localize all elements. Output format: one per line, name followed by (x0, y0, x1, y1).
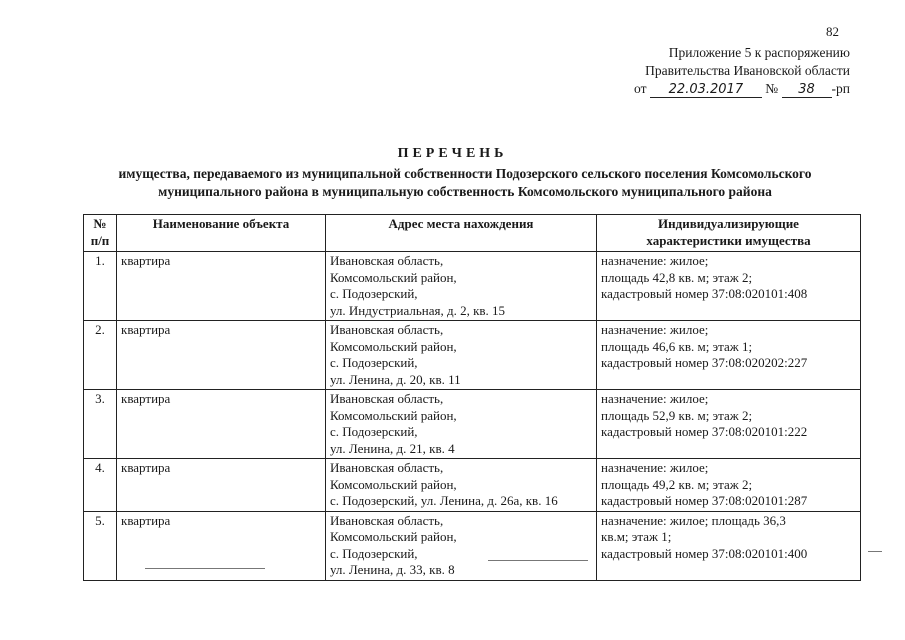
header-characteristics: Индивидуализирующие характеристики имущества (597, 215, 861, 252)
object-characteristics (597, 252, 861, 321)
characteristic-line: назначение: жилое; площадь 36,3 (601, 512, 786, 528)
object-characteristics (597, 321, 861, 390)
characteristic-line: кв.м; этаж 1; (601, 529, 672, 544)
table-row (84, 321, 861, 390)
object-characteristics (597, 390, 861, 459)
header-num: № п/п (84, 215, 117, 252)
address-line: ул. Индустриальная, д. 2, кв. 15 (330, 302, 506, 318)
stray-line (145, 568, 265, 569)
object-name: квартира (117, 511, 326, 580)
characteristic-line: назначение: жилое; (601, 253, 709, 268)
table-header-row (84, 215, 861, 252)
row-number: 1. (84, 252, 117, 321)
characteristic-line: назначение: жилое; (601, 460, 709, 475)
address-line: Ивановская область, (330, 253, 444, 268)
object-address (326, 390, 597, 459)
subtitle-line-2: муниципального района в муниципальную собственность Комсомольского муниципального района (158, 184, 772, 199)
characteristic-line: кадастровый номер 37:08:020202:227 (601, 355, 808, 370)
address-line: с. Подозерский, ул. Ленина, д. 26а, кв. 16 (330, 493, 558, 508)
address-line: Комсомольский район, (330, 407, 457, 423)
page-number: 82 (826, 24, 839, 39)
address-line: Ивановская область, (330, 460, 444, 475)
order-date: 22.03.2017 (650, 83, 762, 98)
appendix-header (634, 44, 850, 98)
from-label: от (634, 81, 647, 96)
row-number: 2. (84, 321, 117, 390)
address-line: с. Подозерский, (330, 545, 418, 561)
address-line: с. Подозерский, (330, 286, 418, 301)
document-subtitle (70, 165, 860, 201)
row-number: 3. (84, 390, 117, 459)
address-line: ул. Ленина, д. 33, кв. 8 (330, 562, 455, 577)
address-line: Комсомольский район, (330, 338, 457, 354)
address-line: ул. Ленина, д. 20, кв. 11 (330, 371, 461, 387)
document-title: ПЕРЕЧЕНЬ (397, 146, 508, 161)
header-name: Наименование объекта (117, 215, 326, 252)
characteristic-line: площадь 46,6 кв. м; этаж 1; (601, 338, 753, 354)
characteristic-line: площадь 42,8 кв. м; этаж 2; (601, 269, 753, 285)
table-row (84, 459, 861, 512)
object-address (326, 321, 597, 390)
object-name: квартира (117, 459, 326, 512)
address-line: Ивановская область, (330, 322, 444, 337)
address-line: Комсомольский район, (330, 476, 457, 492)
object-address (326, 511, 597, 580)
stray-line (488, 560, 588, 561)
object-characteristics (597, 459, 861, 512)
number-label: № (765, 81, 779, 96)
characteristic-line: площадь 49,2 кв. м; этаж 2; (601, 476, 753, 492)
property-table (83, 214, 861, 581)
address-line: с. Подозерский, (330, 424, 418, 439)
characteristic-line: кадастровый номер 37:08:020101:400 (601, 545, 808, 561)
row-number: 5. (84, 511, 117, 580)
table-row (84, 252, 861, 321)
order-number: 38 (782, 83, 832, 98)
characteristic-line: назначение: жилое; (601, 322, 709, 337)
address-line: Ивановская область, (330, 391, 444, 406)
address-line: Ивановская область, (330, 512, 444, 528)
characteristic-line: назначение: жилое; (601, 391, 709, 406)
characteristic-line: кадастровый номер 37:08:020101:408 (601, 286, 808, 301)
address-line: Комсомольский район, (330, 529, 457, 544)
order-suffix: -рп (831, 81, 850, 96)
subtitle-line-1: имущества, передаваемого из муниципальной собственности Подозерского сельского поселения Комсомольского (118, 166, 812, 181)
table-row (84, 390, 861, 459)
appendix-line-2: Правительства Ивановской области (645, 63, 850, 78)
object-characteristics (597, 511, 861, 580)
table-row (84, 511, 861, 580)
characteristic-line: площадь 52,9 кв. м; этаж 2; (601, 407, 753, 423)
address-line: Комсомольский район, (330, 269, 457, 285)
object-address (326, 252, 597, 321)
address-line: ул. Ленина, д. 21, кв. 4 (330, 440, 455, 456)
address-line: с. Подозерский, (330, 355, 418, 370)
stray-line (868, 551, 882, 552)
appendix-line-1: Приложение 5 к распоряжению (668, 45, 850, 60)
object-name: квартира (117, 321, 326, 390)
characteristic-line: кадастровый номер 37:08:020101:287 (601, 493, 808, 508)
object-name: квартира (117, 390, 326, 459)
characteristic-line: кадастровый номер 37:08:020101:222 (601, 424, 808, 439)
appendix-line-3 (634, 80, 850, 98)
object-address (326, 459, 597, 512)
object-name: квартира (117, 252, 326, 321)
row-number: 4. (84, 459, 117, 512)
header-address: Адрес места нахождения (326, 215, 597, 252)
